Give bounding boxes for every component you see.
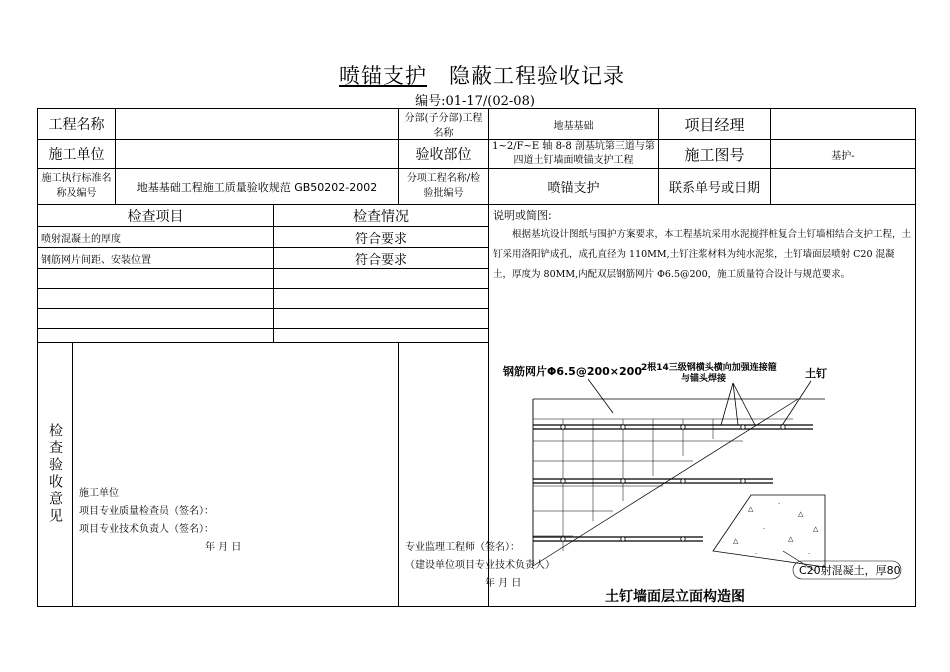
- svg-text:△: △: [748, 505, 754, 513]
- inspection-status-4[interactable]: [274, 289, 489, 309]
- inspection-item-3: [38, 269, 274, 289]
- bar-leader-2: [733, 383, 738, 425]
- drawing-no-label: 施工图号: [659, 140, 771, 169]
- supervisor-opinion-cell[interactable]: [399, 342, 659, 606]
- contractor-opinion-cell[interactable]: [73, 342, 399, 606]
- qc-inspector-sign: 项目专业质量检查员（签名）：: [79, 505, 214, 517]
- pm-value[interactable]: [771, 109, 916, 140]
- contractor-unit-label: 施工单位: [79, 487, 119, 499]
- subitem-label: 分项工程名称/检验批编号: [399, 169, 489, 205]
- bar-leader-3: [733, 383, 755, 425]
- svg-text:·: ·: [808, 550, 811, 558]
- concrete-label: C20射混凝土，厚80: [799, 564, 901, 577]
- page-title: [0, 60, 950, 90]
- svg-text:△: △: [788, 535, 794, 543]
- standard-label: 施工执行标准名称及编号: [38, 169, 116, 205]
- serial-number: 编号:01-17/(02-08): [415, 94, 535, 109]
- bar-leader-1: [721, 383, 733, 425]
- inspection-item-5: [38, 309, 274, 329]
- inspection-status-5[interactable]: [274, 309, 489, 329]
- acceptance-form: [37, 108, 916, 607]
- supervisor-date: 年 月 日: [485, 577, 522, 589]
- subpart-value[interactable]: 地基基础: [489, 109, 659, 140]
- opinion-label-cell: [38, 342, 73, 606]
- title-part2: 隐蔽工程验收记录: [449, 64, 625, 88]
- svg-text:·: ·: [763, 525, 766, 533]
- standard-value[interactable]: 地基基础工程施工质量验收规范 GB50202-2002: [116, 169, 399, 205]
- inspection-status-header: 检查情况: [274, 205, 489, 227]
- svg-text:·: ·: [778, 500, 781, 508]
- contact-label: 联系单号或日期: [659, 169, 771, 205]
- inspection-item-6: [38, 329, 274, 343]
- nail-leader: [781, 381, 811, 427]
- notes-body: 根据基坑设计图纸与围护方案要求，本工程基坑采用水泥搅拌桩复合土钉墙相结合支护工程，土钉采用洛阳铲成孔，成孔直径为 110MM,土钉注浆材料为纯水泥浆，土钉墙面层喷射 C20 混凝土，厚度为 80MM,内配双层钢筋网片 Φ6.5@200，施工质量符合设计与规范要求。: [493, 229, 912, 280]
- svg-text:·: ·: [755, 550, 758, 558]
- inspection-item-4: [38, 289, 274, 309]
- supervisor-sign: 专业监理工程师（签名）：: [405, 541, 520, 553]
- notes-title: 说明或简图:: [493, 209, 552, 222]
- project-name-label: 工程名称: [38, 109, 116, 140]
- inspection-status-2[interactable]: 符合要求: [274, 248, 489, 269]
- subitem-value[interactable]: 喷锚支护: [489, 169, 659, 205]
- inspection-status-1[interactable]: 符合要求: [274, 227, 489, 248]
- nail-label: 土钉: [805, 367, 827, 380]
- opinion-label: 检查验收意见: [47, 423, 63, 526]
- bar-label-line1: 2根14三级钢横头横向加强连接箍: [641, 363, 777, 373]
- svg-text:△: △: [733, 537, 739, 545]
- pm-label: 项目经理: [659, 109, 771, 140]
- bar-label-line2: 与锚头焊接: [681, 374, 727, 384]
- svg-text:△: △: [813, 525, 819, 533]
- inspection-status-6[interactable]: [274, 329, 489, 343]
- location-label: 验收部位: [399, 140, 489, 169]
- supervisor-sign-block: [405, 539, 659, 593]
- subpart-label: 分部(子分部)工程名称: [399, 109, 489, 140]
- contractor-date: 年 月 日: [205, 541, 242, 553]
- concrete-hatch: [733, 500, 819, 558]
- location-value[interactable]: 1~2/F~E 轴 8-8 剖基坑第三道与第四道土钉墙面喷锚支护工程: [489, 140, 659, 169]
- diagram-caption: 土钉墙面层立面构造图: [605, 589, 745, 605]
- contact-value[interactable]: [771, 169, 916, 205]
- contractor-label: 施工单位: [38, 140, 116, 169]
- owner-tech-lead: （建设单位项目专业技术负责人）: [405, 559, 555, 571]
- contractor-value[interactable]: [116, 140, 399, 169]
- project-name-value[interactable]: [116, 109, 399, 140]
- svg-text:△: △: [798, 510, 804, 518]
- contractor-sign-block: [79, 485, 398, 557]
- mesh-label: 钢筋网片Φ6.5@200×200: [503, 365, 642, 378]
- tech-lead-sign: 项目专业技术负责人（签名）：: [79, 523, 214, 535]
- inspection-item-header: 检查项目: [38, 205, 274, 227]
- drawing-no-value[interactable]: 基护-: [771, 140, 916, 169]
- inspection-item-2: 钢筋网片间距、安装位置: [38, 248, 274, 269]
- inspection-status-3[interactable]: [274, 269, 489, 289]
- title-part1: 喷锚支护: [339, 64, 427, 88]
- inspection-item-1: 喷射混凝土的厚度: [38, 227, 274, 248]
